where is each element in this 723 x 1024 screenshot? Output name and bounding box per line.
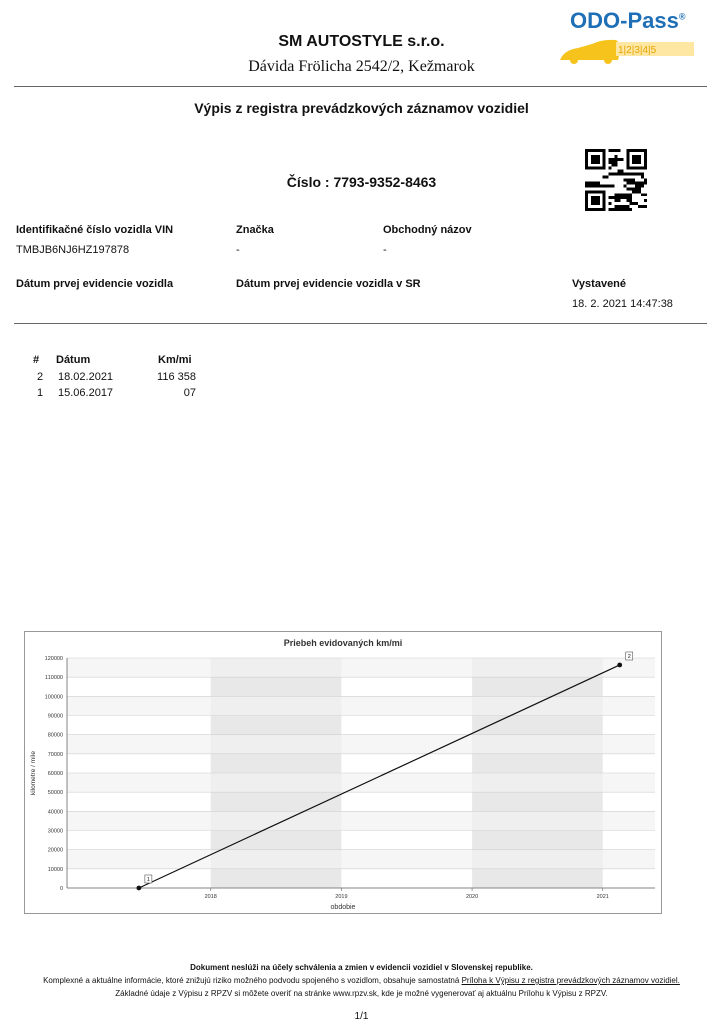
chart-stripe [67, 811, 655, 830]
logo-registered-mark: ® [678, 11, 686, 22]
company-address: Dávida Frölicha 2542/2, Kežmarok [248, 58, 475, 75]
row-km: 116 358 [157, 371, 196, 383]
chart-point-label: 1 [146, 876, 150, 883]
chart-data-point [136, 886, 141, 891]
chart-x-tick-label: 2020 [465, 894, 479, 900]
chart-stripe [67, 773, 655, 792]
car-icon [558, 8, 708, 68]
chart-y-axis-label: kilometre / míle [30, 750, 37, 796]
row-date: 15.06.2017 [58, 387, 114, 399]
chart-y-tick-label: 60000 [47, 771, 63, 777]
mileage-records-table [0, 354, 240, 404]
vin-value: TMBJB6NJ6HZ197878 [16, 244, 130, 256]
brand-value: - [236, 244, 240, 256]
document-title: Výpis z registra prevádzkových záznamov vozidiel [194, 100, 529, 116]
chart-data-point [617, 663, 622, 668]
document-number: Číslo : 7793-9352-8463 [286, 174, 437, 190]
chart-y-tick-label: 40000 [47, 809, 63, 816]
row-date: 18.02.2021 [58, 371, 114, 383]
chart-y-tick-label: 110000 [45, 675, 63, 682]
mileage-chart [24, 631, 662, 914]
model-value: - [383, 244, 387, 256]
chart-y-tick-label: 90000 [47, 713, 63, 720]
issued-value: 18. 2. 2021 14:47:38 [572, 298, 673, 310]
logo-slogan: 1|2|3|4|5 [618, 45, 657, 56]
qr-code [585, 149, 647, 211]
model-label: Obchodný názov [383, 224, 472, 236]
header-divider [14, 86, 707, 87]
chart-y-tick-label: 10000 [47, 866, 63, 873]
chart-title: Priebeh evidovaných km/mi [283, 638, 403, 648]
mileage-chart-svg [25, 632, 661, 913]
odo-pass-logo [558, 8, 708, 68]
row-number: 2 [37, 371, 44, 383]
chart-y-tick-label: 30000 [47, 828, 63, 835]
page-number: 1/1 [354, 1011, 369, 1022]
row-km: 07 [183, 387, 196, 399]
column-header-number: # [33, 354, 40, 366]
chart-stripe [67, 735, 655, 754]
footer-disclaimer: Dokument neslúži na účely schválenia a zmien v evidencii vozidiel v Slovenskej republike. [190, 963, 533, 972]
column-header-date: Dátum [56, 354, 91, 366]
footer-attachment-link[interactable]: Príloha k Výpisu z registra prevádzkových záznamov vozidiel. [461, 976, 680, 985]
company-name: SM AUTOSTYLE s.r.o. [278, 33, 445, 50]
chart-y-tick-label: 120000 [44, 656, 63, 662]
chart-x-tick-label: 2019 [335, 894, 348, 900]
footer-info-text: Komplexné a aktuálne informácie, ktoré znižujú riziko možného podvodu spojeného s vozidlom, obsahuje samostatná [43, 976, 462, 985]
row-number: 1 [37, 387, 44, 399]
vin-label: Identifikačné číslo vozidla VIN [16, 224, 174, 236]
chart-y-tick-label: 70000 [47, 751, 63, 758]
table-row [0, 371, 240, 386]
chart-x-axis-label: obdobie [330, 904, 356, 911]
chart-x-tick-label: 2021 [596, 894, 609, 900]
chart-y-tick-label: 50000 [47, 790, 63, 797]
chart-y-tick-label: 20000 [47, 847, 63, 854]
issued-label: Vystavené [572, 278, 627, 290]
footer-info [0, 976, 723, 985]
first-registration-label: Dátum prvej evidencie vozidla [16, 278, 174, 290]
chart-point-label: 2 [627, 653, 631, 660]
first-registration-sr-label: Dátum prvej evidencie vozidla v SR [236, 278, 421, 290]
info-divider [14, 323, 707, 324]
footer-verification: Základné údaje z Výpisu z RPZV si môžete overiť na stránke www.rpzv.sk, kde je možné vygenerovať aj aktuálnu Prílohu k Výpisu z RPZV. [115, 989, 608, 998]
chart-x-tick-label: 2018 [204, 894, 217, 900]
chart-y-tick-label: 80000 [47, 732, 63, 739]
column-header-km: Km/mi [158, 354, 192, 366]
logo-text: ODO-Pass [570, 8, 679, 33]
chart-y-tick-label: 0 [59, 886, 63, 892]
brand-label: Značka [236, 224, 274, 236]
chart-stripe [67, 658, 655, 677]
chart-stripe [67, 850, 655, 869]
chart-y-tick-label: 100000 [44, 694, 63, 701]
chart-stripe [67, 696, 655, 715]
table-row [0, 387, 240, 402]
